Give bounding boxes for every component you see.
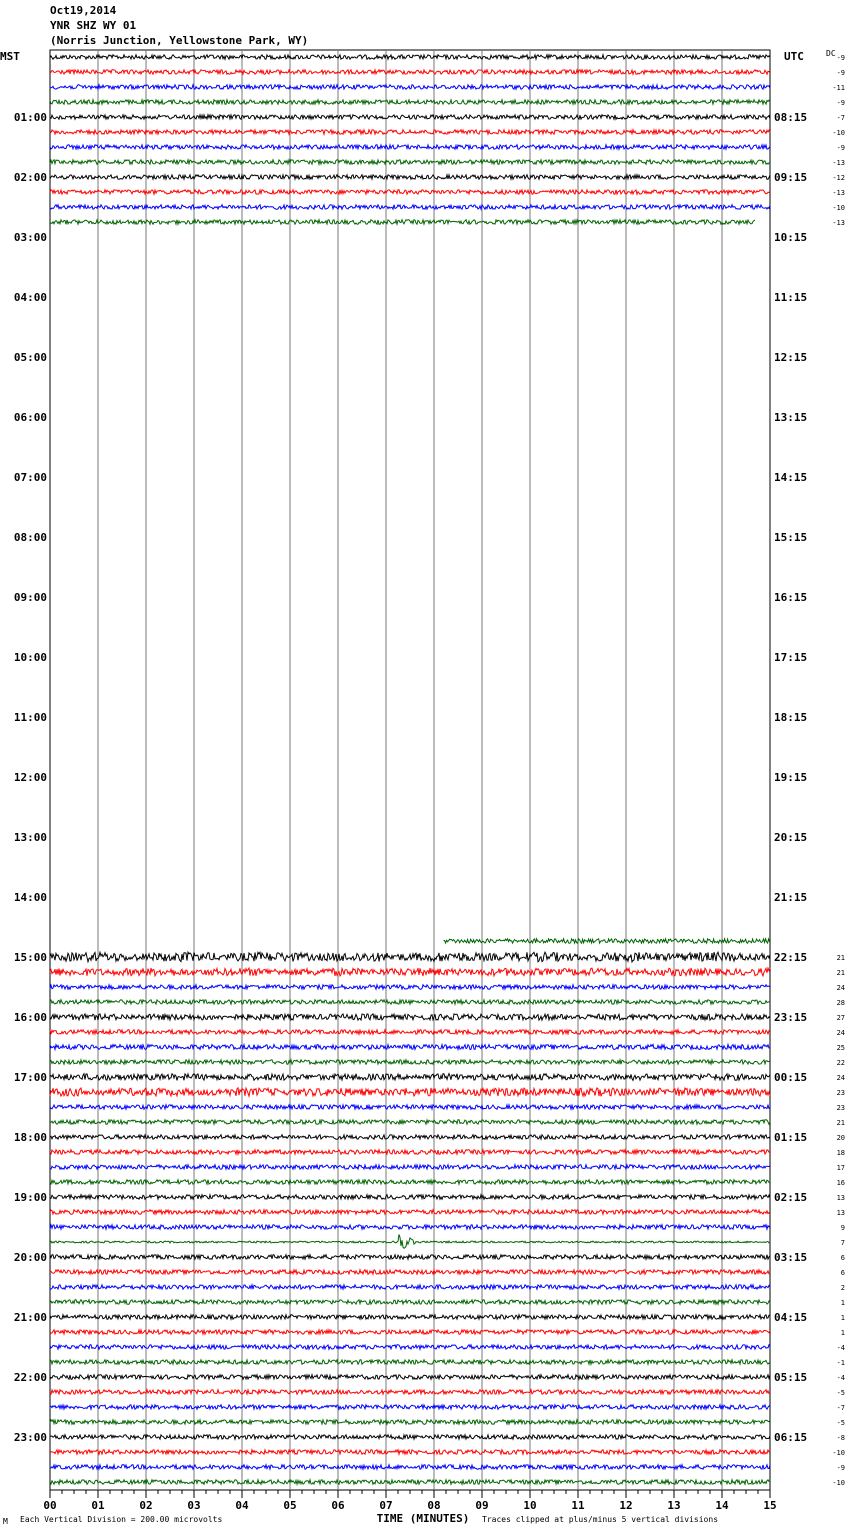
seismic-trace-red [50, 70, 770, 74]
dc-offset-label: -10 [832, 1479, 845, 1487]
dc-offset-label: -5 [836, 1419, 845, 1427]
utc-hour-label: 13:15 [774, 411, 808, 424]
dc-offset-label: -10 [832, 129, 845, 137]
utc-hour-label: 20:15 [774, 831, 808, 844]
x-tick-label: 09 [475, 1499, 489, 1512]
dc-offset-label: 21 [836, 1119, 845, 1127]
dc-offset-label: 18 [836, 1149, 845, 1157]
location-label: (Norris Junction, Yellowstone Park, WY) [50, 34, 309, 47]
seismic-trace-green [50, 1120, 770, 1124]
dc-offset-label: 25 [836, 1044, 845, 1052]
seismic-trace-green [50, 1480, 770, 1484]
seismic-trace-blue [50, 1105, 770, 1109]
x-tick-label: 13 [667, 1499, 681, 1512]
dc-offset-label: 23 [836, 1104, 845, 1112]
seismic-trace-green [50, 1180, 770, 1184]
mst-hour-label: 05:00 [13, 351, 47, 364]
seismic-trace-green [50, 1235, 770, 1249]
dc-offset-label: 21 [836, 954, 845, 962]
dc-offset-label: 13 [836, 1194, 845, 1202]
seismic-trace-red [50, 1210, 770, 1214]
mst-hour-label: 23:00 [13, 1431, 47, 1444]
seismic-trace-black [50, 1014, 770, 1020]
dc-offset-label: -8 [836, 1434, 845, 1442]
seismic-trace-red [50, 1150, 770, 1154]
utc-hour-label: 23:15 [774, 1011, 808, 1024]
seismic-trace-green [50, 220, 755, 224]
dc-offset-label: -5 [836, 1389, 845, 1397]
seismic-trace-black [50, 1435, 770, 1439]
seismic-trace-black [50, 55, 770, 59]
mst-hour-label: 08:00 [13, 531, 47, 544]
mst-hour-label: 01:00 [13, 111, 47, 124]
dc-offset-label: 1 [840, 1299, 845, 1307]
seismic-trace-blue [50, 85, 770, 89]
right-timezone-label: UTC [784, 50, 804, 63]
utc-hour-label: 08:15 [774, 111, 808, 124]
x-tick-label: 04 [235, 1499, 249, 1512]
mst-hour-label: 18:00 [13, 1131, 47, 1144]
utc-hour-label: 05:15 [774, 1371, 808, 1384]
seismic-trace-green [50, 160, 770, 164]
dc-offset-label: 22 [836, 1059, 845, 1067]
dc-offset-label: 23 [836, 1089, 845, 1097]
seismic-trace-red [50, 1330, 770, 1334]
seismic-trace-blue [50, 1165, 770, 1169]
seismic-trace-green [50, 1000, 770, 1004]
dc-offset-label: -10 [832, 204, 845, 212]
seismic-trace-black [50, 115, 770, 119]
utc-hour-label: 18:15 [774, 711, 808, 724]
date-label: Oct19,2014 [50, 4, 117, 17]
dc-label: DC [826, 49, 836, 58]
utc-hour-label: 21:15 [774, 891, 808, 904]
dc-offset-label: -1 [836, 1359, 845, 1367]
seismic-trace-black [50, 1195, 770, 1199]
mst-hour-label: 16:00 [13, 1011, 47, 1024]
utc-hour-label: 04:15 [774, 1311, 808, 1324]
seismic-trace-red [50, 968, 770, 976]
utc-hour-label: 11:15 [774, 291, 808, 304]
seismic-trace-red [50, 1450, 770, 1454]
scale-note: Each Vertical Division = 200.00 microvolts [20, 1515, 223, 1524]
x-tick-label: 08 [427, 1499, 441, 1512]
dc-offset-label: 2 [840, 1284, 845, 1292]
seismic-trace-red [50, 1030, 770, 1034]
seismic-trace-blue [50, 145, 770, 149]
utc-hour-label: 15:15 [774, 531, 808, 544]
utc-hour-label: 14:15 [774, 471, 808, 484]
mst-hour-label: 12:00 [13, 771, 47, 784]
dc-offset-label: -13 [832, 189, 845, 197]
seismic-trace-green [50, 1360, 770, 1364]
dc-offset-label: -9 [836, 1464, 845, 1472]
mst-hour-label: 07:00 [13, 471, 47, 484]
mst-hour-label: 04:00 [13, 291, 47, 304]
dc-offset-label: 24 [836, 984, 845, 992]
mst-hour-label: 13:00 [13, 831, 47, 844]
mst-hour-label: 19:00 [13, 1191, 47, 1204]
dc-offset-label: -13 [832, 159, 845, 167]
utc-hour-label: 16:15 [774, 591, 808, 604]
seismic-trace-blue [50, 1465, 770, 1469]
seismic-trace-black [50, 1375, 770, 1379]
seismic-trace-blue [50, 1345, 770, 1349]
utc-hour-label: 02:15 [774, 1191, 808, 1204]
dc-offset-label: -7 [836, 114, 845, 122]
mst-hour-label: 02:00 [13, 171, 47, 184]
x-tick-label: 14 [715, 1499, 729, 1512]
utc-hour-label: 00:15 [774, 1071, 808, 1084]
mst-hour-label: 03:00 [13, 231, 47, 244]
dc-offset-label: 7 [840, 1239, 845, 1247]
mst-hour-label: 21:00 [13, 1311, 47, 1324]
dc-offset-label: 24 [836, 1029, 845, 1037]
dc-offset-label: -11 [832, 84, 845, 92]
dc-offset-label: -9 [836, 99, 845, 107]
dc-offset-label: -9 [836, 144, 845, 152]
x-tick-label: 01 [91, 1499, 105, 1512]
seismic-trace-green [50, 100, 770, 104]
seismic-trace-red [50, 130, 770, 134]
seismic-trace-black [50, 952, 770, 962]
mst-hour-label: 17:00 [13, 1071, 47, 1084]
dc-offset-label: 1 [840, 1329, 845, 1337]
x-tick-label: 10 [523, 1499, 537, 1512]
dc-offset-label: 9 [840, 1224, 845, 1232]
seismic-trace-black [50, 1315, 770, 1319]
seismic-trace-black [50, 1135, 770, 1139]
seismic-trace-black [50, 1074, 770, 1081]
mst-hour-label: 09:00 [13, 591, 47, 604]
dc-offset-label: -9 [836, 54, 845, 62]
dc-offset-label: 6 [840, 1254, 845, 1262]
dc-offset-label: 1 [840, 1314, 845, 1322]
seismic-trace-blue [50, 1225, 770, 1229]
clip-note: Traces clipped at plus/minus 5 vertical divisions [482, 1515, 719, 1524]
dc-offset-label: -12 [832, 174, 845, 182]
seismic-trace-green [50, 1420, 770, 1424]
x-axis-title: TIME (MINUTES) [376, 1512, 470, 1525]
dc-offset-label: -4 [836, 1374, 845, 1382]
seismic-trace-blue [50, 985, 770, 989]
mst-hour-label: 22:00 [13, 1371, 47, 1384]
seismic-trace-red [50, 1088, 770, 1097]
mst-hour-label: 11:00 [13, 711, 47, 724]
mst-hour-label: 10:00 [13, 651, 47, 664]
dc-offset-label: -9 [836, 69, 845, 77]
dc-offset-label: 21 [836, 969, 845, 977]
dc-offset-label: -4 [836, 1344, 845, 1352]
dc-offset-label: -10 [832, 1449, 845, 1457]
seismic-trace-black [50, 175, 770, 179]
seismic-trace-green-partial [444, 939, 770, 943]
dc-offset-label: 24 [836, 1074, 845, 1082]
x-tick-label: 05 [283, 1499, 297, 1512]
mst-hour-label: 20:00 [13, 1251, 47, 1264]
utc-hour-label: 09:15 [774, 171, 808, 184]
x-tick-label: 03 [187, 1499, 201, 1512]
dc-offset-label: 17 [836, 1164, 845, 1172]
dc-offset-label: 16 [836, 1179, 845, 1187]
utc-hour-label: 06:15 [774, 1431, 808, 1444]
mst-hour-label: 06:00 [13, 411, 47, 424]
dc-offset-label: 13 [836, 1209, 845, 1217]
seismic-trace-red [50, 1390, 770, 1394]
dc-offset-label: 20 [836, 1134, 845, 1142]
x-tick-label: 00 [43, 1499, 57, 1512]
seismic-trace-blue [50, 1045, 770, 1050]
left-timezone-label: MST [0, 50, 20, 63]
dc-offset-label: -7 [836, 1404, 845, 1412]
seismic-trace-blue [50, 1285, 770, 1289]
seismic-trace-green [50, 1060, 770, 1064]
seismic-trace-blue [50, 205, 770, 209]
utc-hour-label: 22:15 [774, 951, 808, 964]
utc-hour-label: 12:15 [774, 351, 808, 364]
utc-hour-label: 17:15 [774, 651, 808, 664]
utc-hour-label: 03:15 [774, 1251, 808, 1264]
seismic-trace-red [50, 190, 770, 194]
x-tick-label: 02 [139, 1499, 153, 1512]
seismic-trace-red [50, 1270, 770, 1274]
x-tick-label: 07 [379, 1499, 393, 1512]
corner-mark: M [3, 1517, 8, 1526]
dc-offset-label: 27 [836, 1014, 845, 1022]
dc-offset-label: 28 [836, 999, 845, 1007]
dc-offset-label: -13 [832, 219, 845, 227]
mst-hour-label: 14:00 [13, 891, 47, 904]
x-tick-label: 11 [571, 1499, 585, 1512]
utc-hour-label: 19:15 [774, 771, 808, 784]
utc-hour-label: 01:15 [774, 1131, 808, 1144]
utc-hour-label: 10:15 [774, 231, 808, 244]
x-tick-label: 15 [763, 1499, 777, 1512]
mst-hour-label: 15:00 [13, 951, 47, 964]
seismic-trace-black [50, 1255, 770, 1259]
station-label: YNR SHZ WY 01 [50, 19, 137, 32]
dc-offset-label: 6 [840, 1269, 845, 1277]
x-tick-label: 12 [619, 1499, 633, 1512]
x-tick-label: 06 [331, 1499, 345, 1512]
seismic-trace-green [50, 1300, 770, 1304]
seismic-trace-blue [50, 1405, 770, 1409]
